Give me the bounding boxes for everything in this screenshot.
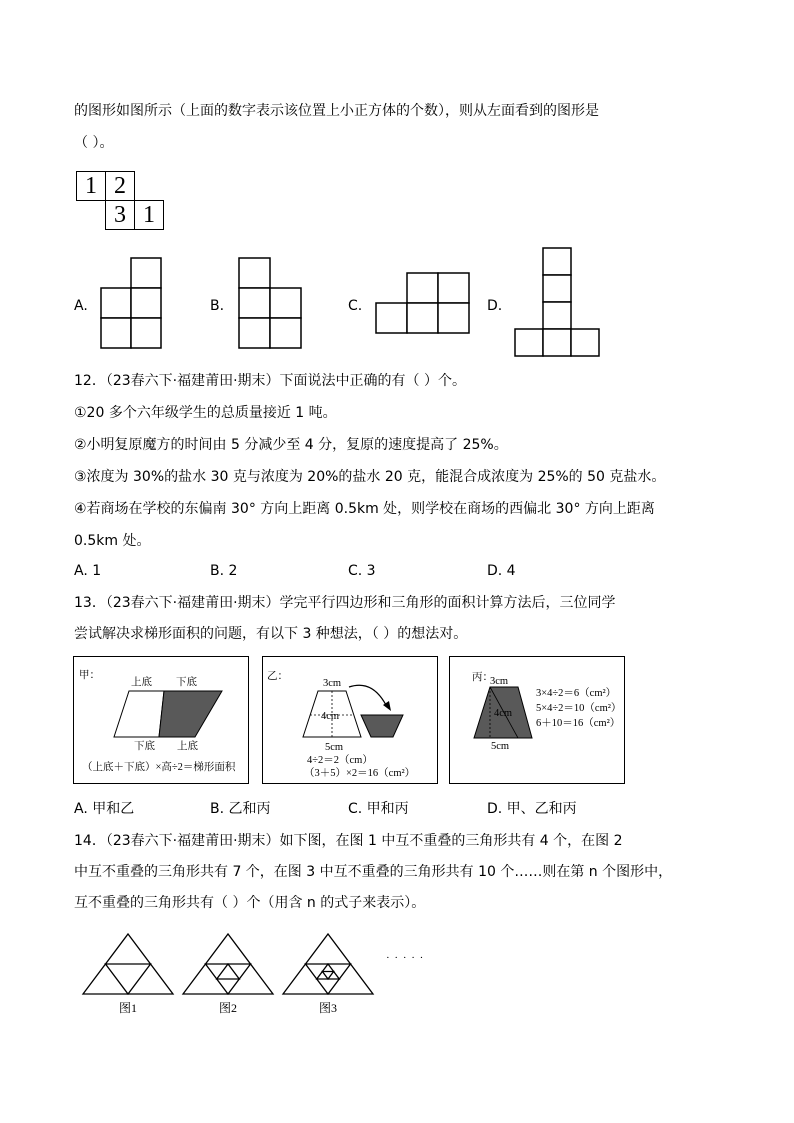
q12-option-a[interactable]: A. 1 <box>74 563 102 579</box>
q14-stem-line3: 互不重叠的三角形共有（ ）个（用含 n 的式子来表示）。 <box>74 895 426 911</box>
q11-option-a-label[interactable]: A. <box>74 298 88 314</box>
q11-option-c-label[interactable]: C. <box>348 298 363 314</box>
q11-option-a-figure[interactable] <box>99 257 163 349</box>
yi-label: 乙： <box>267 671 288 682</box>
jia-top-label-2: 下底 <box>176 677 197 688</box>
q13-stem-line1: 13．（23春六下·福建莆田·期末）学完平行四边形和三角形的面积计算方法后，三位同学 <box>74 595 616 611</box>
yi-bottom-label: 5cm <box>325 742 344 753</box>
bing-bottom-label: 5cm <box>491 741 510 752</box>
q11-option-b-label[interactable]: B. <box>210 298 225 314</box>
q12-statement-1: ①20 多个六年级学生的总质量接近 1 吨。 <box>74 405 337 421</box>
bing-calc-3: 6＋10＝16（cm²） <box>536 718 621 729</box>
q11-option-d-figure[interactable] <box>513 247 601 359</box>
jia-bottom-label-1: 下底 <box>134 741 155 752</box>
q12-stem: 12．（23春六下·福建莆田·期末）下面说法中正确的有（ ）个。 <box>74 373 466 389</box>
q14-stem-line1: 14．（23春六下·福建莆田·期末）如下图，在图 1 中互不重叠的三角形共有 4 个，在图 2 <box>74 833 623 849</box>
figure-1-label: 图1 <box>119 1001 138 1015</box>
q12-statement-4b: 0.5km 处。 <box>74 533 151 549</box>
jia-top-label-1: 上底 <box>131 677 152 688</box>
jia-label: 甲： <box>79 670 100 681</box>
grid-number: 2 <box>114 173 126 199</box>
q13-stem-line2: 尝试解决求梯形面积的问题，有以下 3 种想法，（ ）的想法对。 <box>74 626 468 642</box>
yi-top-label: 3cm <box>323 678 342 689</box>
q13-option-d[interactable]: D. 甲、乙和丙 <box>487 801 577 817</box>
q13-option-c[interactable]: C. 甲和丙 <box>348 801 409 817</box>
q12-option-b[interactable]: B. 2 <box>210 563 238 579</box>
bing-calc-2: 5×4÷2＝10（cm²） <box>536 703 622 714</box>
grid-number: 1 <box>143 202 155 228</box>
q11-option-d-label[interactable]: D. <box>487 298 503 314</box>
q13-option-a[interactable]: A. 甲和乙 <box>74 801 135 817</box>
yi-calc-2: （3＋5）×2＝16（cm²） <box>304 768 416 779</box>
q13-option-b[interactable]: B. 乙和丙 <box>210 801 271 817</box>
grid-number: 1 <box>85 173 97 199</box>
q12-statement-2: ②小明复原魔方的时间由 5 分减少至 4 分，复原的速度提高了 25%。 <box>74 437 508 453</box>
q11-stem-line2: （ ）。 <box>74 135 114 151</box>
q11-stem-line1: 的图形如图所示（上面的数字表示该位置上小正方体的个数），则从左面看到的图形是 <box>74 103 599 119</box>
q13-panel-jia <box>73 656 249 784</box>
q13-panel-bing <box>449 656 625 784</box>
bing-top-label: 3cm <box>490 676 509 687</box>
q11-option-b-figure[interactable] <box>237 257 303 349</box>
bing-label: 丙： <box>472 672 493 683</box>
bing-calc-1: 3×4÷2＝6（cm²） <box>536 688 617 699</box>
q13-panel-yi <box>262 656 438 784</box>
figure-2-label: 图2 <box>219 1001 238 1015</box>
figure-3-label: 图3 <box>319 1001 338 1015</box>
q14-stem-line2: 中互不重叠的三角形共有 7 个，在图 3 中互不重叠的三角形共有 10 个……则在第 n 个图形中， <box>74 864 673 880</box>
q14-triangle-figures <box>80 932 380 998</box>
jia-bottom-label-2: 上底 <box>177 741 198 752</box>
ellipsis-dots: · · · · · <box>386 952 425 964</box>
yi-height-label: 4cm <box>321 711 340 722</box>
q12-statement-4a: ④若商场在学校的东偏南 30° 方向上距离 0.5km 处，则学校在商场的西偏北 30° 方向上距离 <box>74 501 655 517</box>
bing-height-label: 4cm <box>494 708 513 719</box>
q12-option-d[interactable]: D. 4 <box>487 563 516 579</box>
q12-statement-3: ③浓度为 30%的盐水 30 克与浓度为 20%的盐水 20 克，能混合成浓度为 25%的 50 克盐水。 <box>74 469 666 485</box>
q12-option-c[interactable]: C. 3 <box>348 563 376 579</box>
q11-option-c-figure[interactable] <box>374 272 470 335</box>
grid-number: 3 <box>114 202 126 228</box>
jia-formula: （上底＋下底）×高÷2＝梯形面积 <box>82 762 236 773</box>
yi-calc-1: 4÷2＝2（cm） <box>307 755 373 766</box>
